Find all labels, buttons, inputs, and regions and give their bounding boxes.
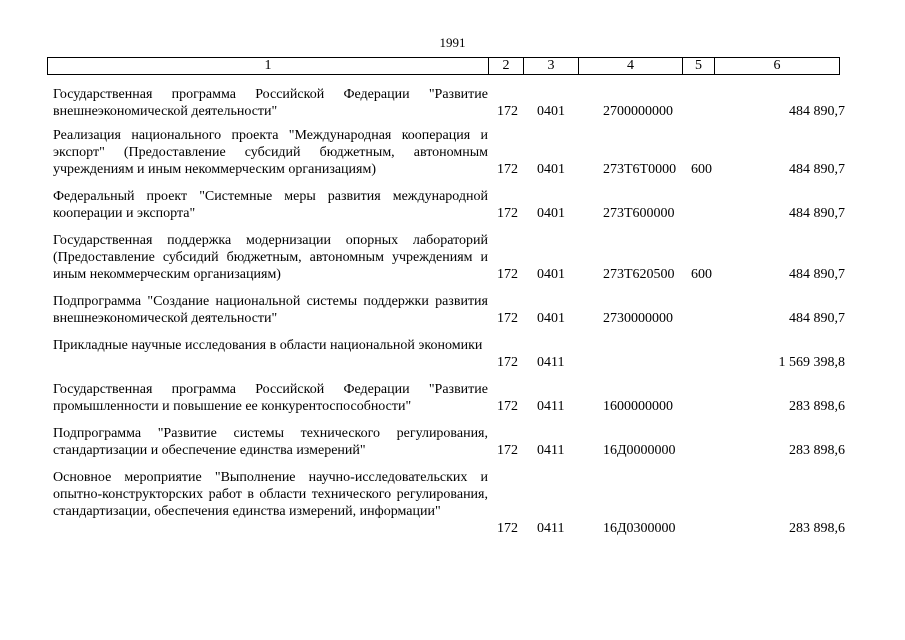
row-amount: 1 569 398,8 [778, 355, 845, 370]
row-description: Реализация национального проекта "Международная кооперация и экспорт" (Предоставление субсидий бюджетным, автономным учреждениям и иным некоммерческим организациям) [53, 128, 488, 177]
row-description: Основное мероприятие "Выполнение научно-исследовательских и опытно-конструкторских работ в области технического регулирования, стандартизации, обеспечения единства измерений, информации" [53, 470, 488, 519]
row-description: Государственная поддержка модернизации опорных лабораторий (Предоставление субсидий бюджетным, автономным учреждениям и иным некоммерческим организациям) [53, 233, 488, 282]
column-header-6: 6 [715, 58, 840, 75]
row-code-target: 16Д0000000 [603, 443, 676, 458]
column-header-1: 1 [48, 58, 489, 75]
row-description: Подпрограмма "Создание национальной системы поддержки развития внешнеэкономической деятельности" [53, 294, 488, 326]
row-amount: 484 890,7 [789, 162, 845, 177]
row-description: Федеральный проект "Системные меры развития международной кооперации и экспорта" [53, 189, 488, 221]
row-code-section: 0401 [537, 104, 565, 119]
row-code-admin: 172 [497, 104, 518, 119]
row-code-expense-type: 600 [691, 162, 712, 177]
row-code-section: 0401 [537, 206, 565, 221]
column-header-5: 5 [683, 58, 715, 75]
column-header-3: 3 [524, 58, 579, 75]
row-code-admin: 172 [497, 443, 518, 458]
row-code-admin: 172 [497, 355, 518, 370]
row-code-section: 0411 [537, 399, 565, 414]
row-code-target: 273Т620500 [603, 267, 675, 282]
row-code-admin: 172 [497, 399, 518, 414]
row-code-expense-type: 600 [691, 267, 712, 282]
row-description: Подпрограмма "Развитие системы технического регулирования, стандартизации и обеспечение единства измерений" [53, 426, 488, 458]
row-code-section: 0401 [537, 267, 565, 282]
column-header-4: 4 [579, 58, 683, 75]
row-amount: 283 898,6 [789, 521, 845, 536]
row-code-section: 0401 [537, 162, 565, 177]
row-amount: 484 890,7 [789, 267, 845, 282]
page-number: 1991 [439, 35, 466, 50]
row-code-target: 1600000000 [603, 399, 673, 414]
row-code-section: 0401 [537, 311, 565, 326]
row-description: Прикладные научные исследования в области национальной экономики [53, 338, 483, 353]
row-amount: 283 898,6 [789, 443, 845, 458]
row-code-target: 2700000000 [603, 104, 673, 119]
column-header-2: 2 [489, 58, 524, 75]
row-amount: 484 890,7 [789, 311, 845, 326]
column-header-row [48, 58, 840, 75]
row-amount: 484 890,7 [789, 104, 845, 119]
row-code-section: 0411 [537, 443, 565, 458]
row-code-admin: 172 [497, 206, 518, 221]
row-code-target: 273Т600000 [603, 206, 675, 221]
row-description: Государственная программа Российской Федерации "Развитие промышленности и повышение ее конкурентоспособности" [53, 382, 488, 414]
row-amount: 484 890,7 [789, 206, 845, 221]
column-header-table [47, 57, 840, 75]
row-description: Государственная программа Российской Федерации "Развитие внешнеэкономической деятельности" [53, 87, 488, 119]
row-code-admin: 172 [497, 311, 518, 326]
row-code-admin: 172 [497, 521, 518, 536]
row-code-admin: 172 [497, 267, 518, 282]
row-code-target: 2730000000 [603, 311, 673, 326]
row-amount: 283 898,6 [789, 399, 845, 414]
row-code-section: 0411 [537, 521, 565, 536]
row-code-target: 16Д0300000 [603, 521, 676, 536]
row-code-section: 0411 [537, 355, 565, 370]
row-code-admin: 172 [497, 162, 518, 177]
row-code-target: 273Т6Т0000 [603, 162, 677, 177]
